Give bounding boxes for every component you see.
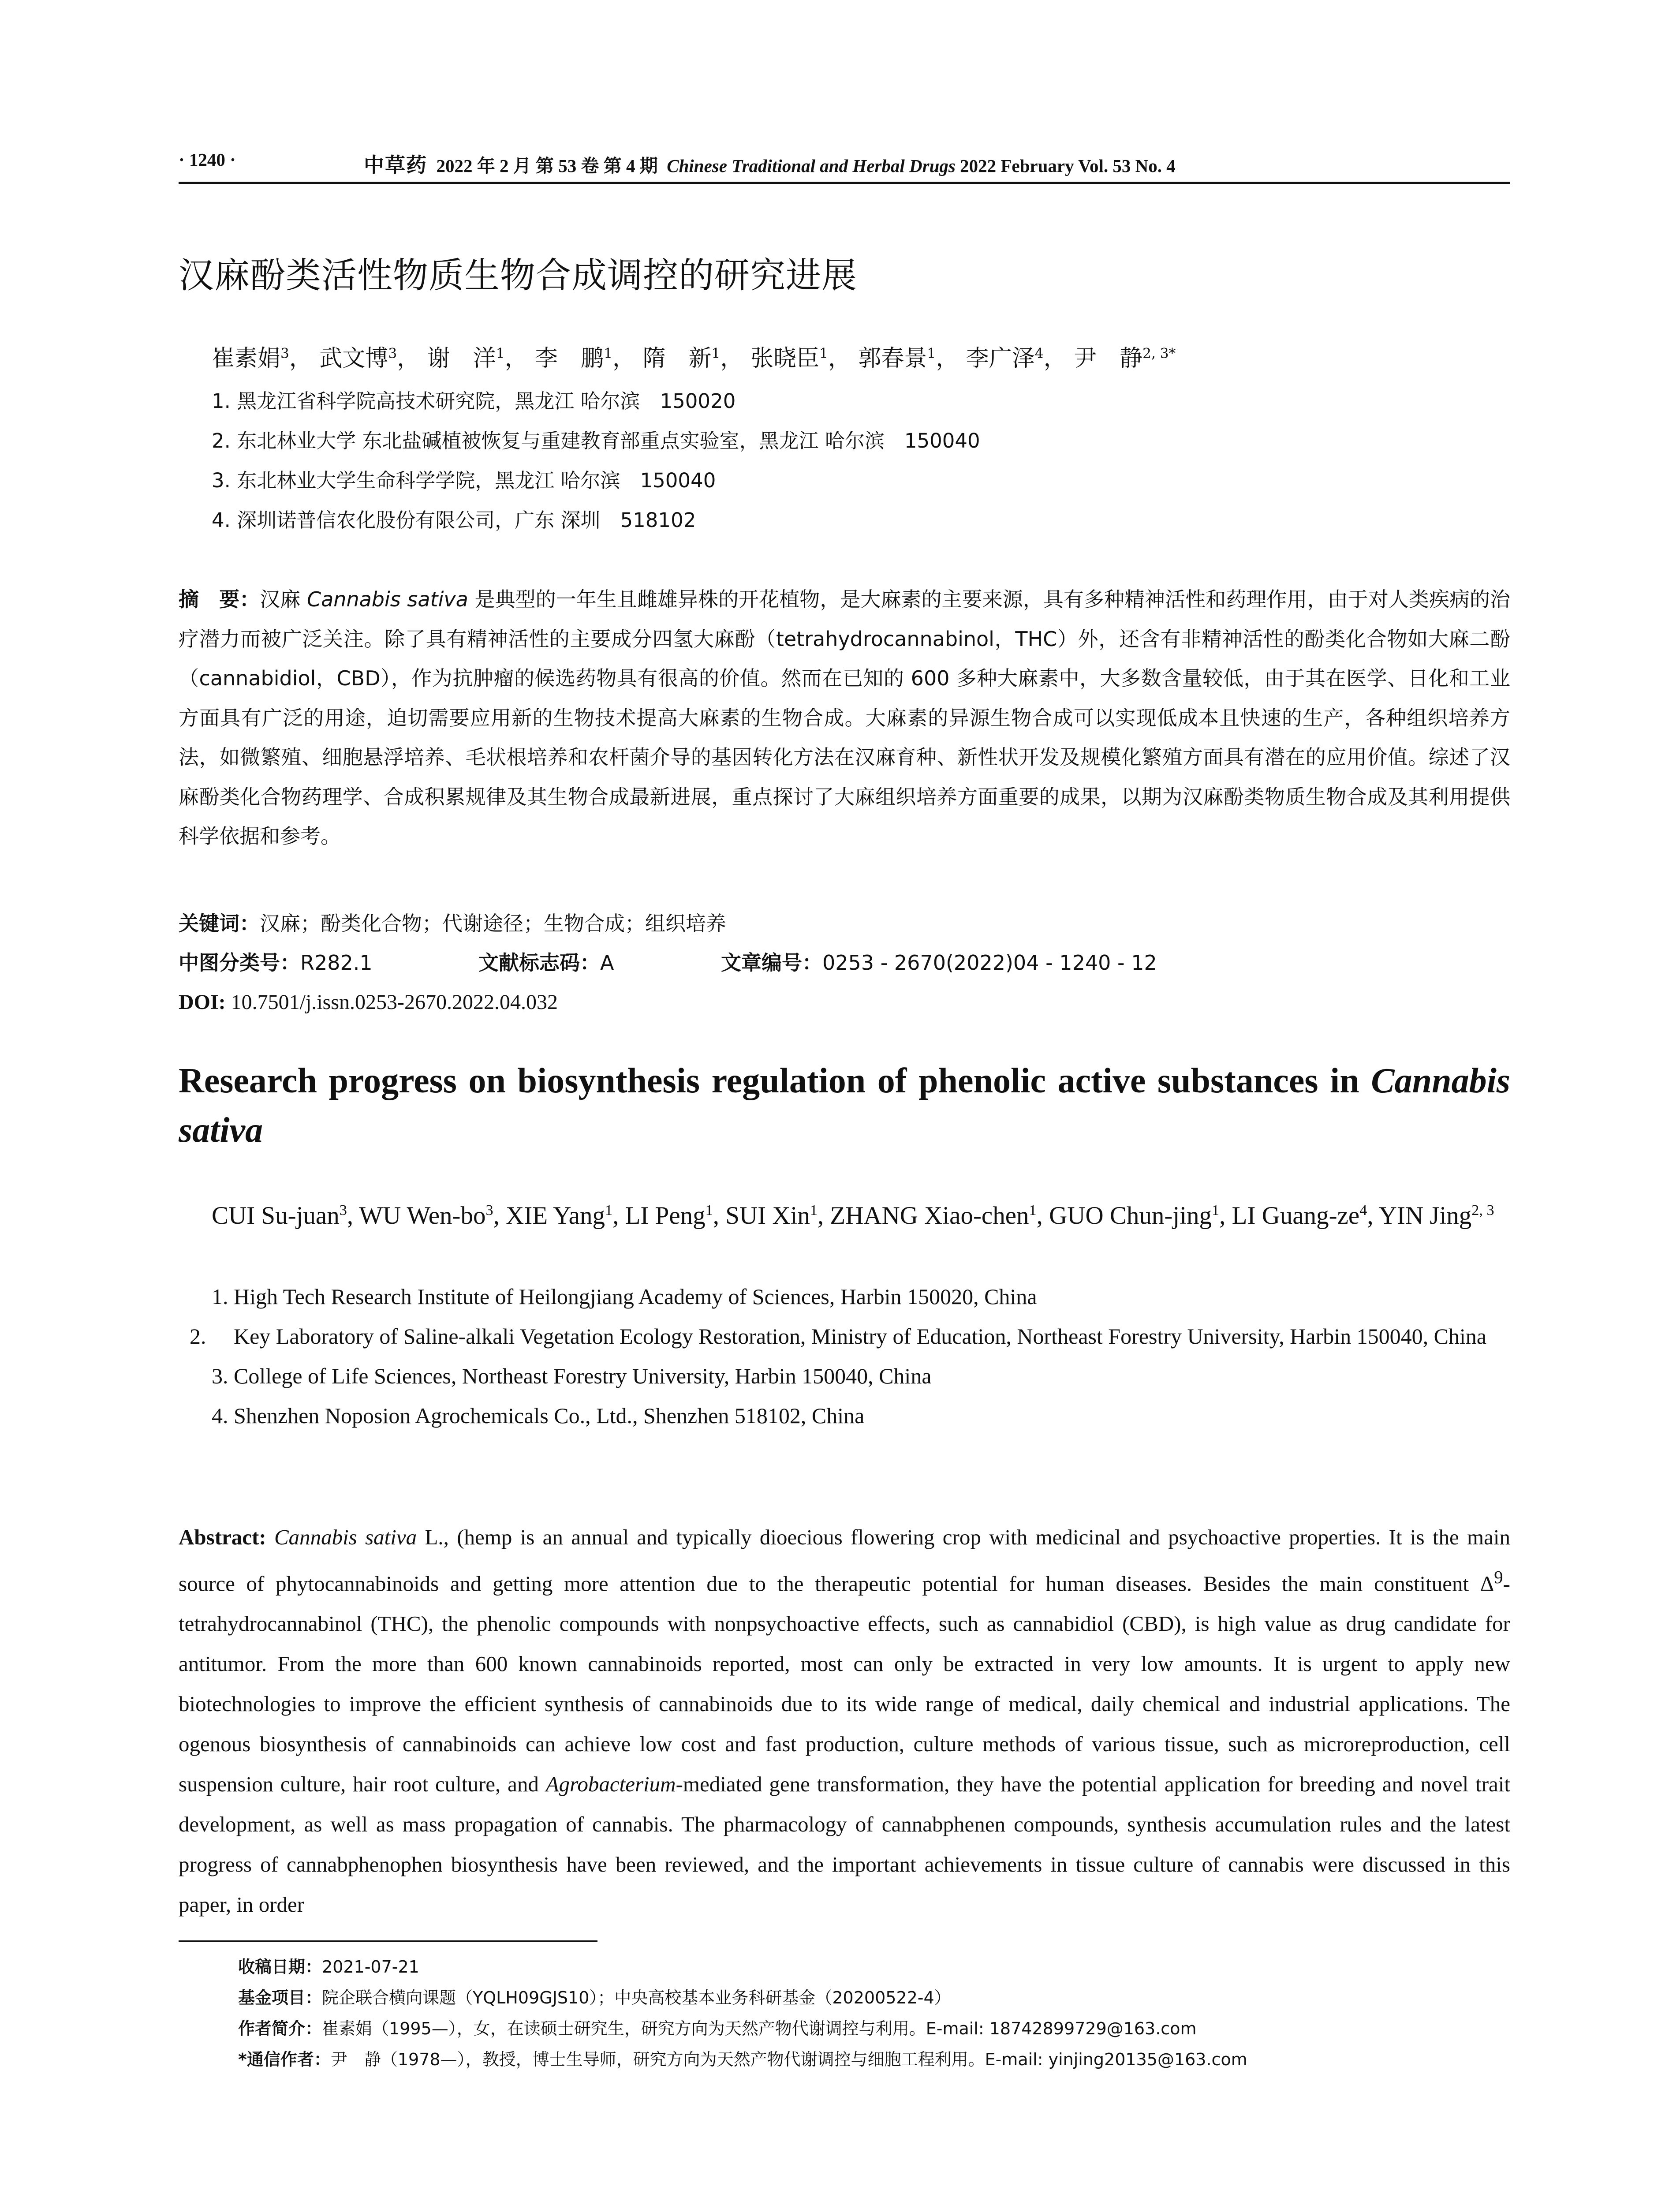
cn-author: 谢 洋$^1$	[427, 345, 505, 372]
en-affiliation: 4. Shenzhen Noposion Agrochemicals Co., Ltd., Shenzhen 518102, China	[212, 1403, 865, 1428]
article-number-field: 文章编号：0253 - 2670(2022)04 - 1240 - 12	[721, 951, 1157, 975]
cn-author: 崔素娟$^3$	[212, 345, 289, 372]
footnotes	[238, 1951, 1517, 2075]
en-title-main: Research progress on biosynthesis regulation of phenolic active substances in	[179, 1061, 1371, 1100]
en-author: XIE Yang$^1$	[506, 1202, 613, 1230]
en-abstract-part2: -tetrahydrocannabinol (THC), the phenolic compounds with nonpsychoactive effects, such as cannabidiol (CBD), is high value as drug candidate for antitumor. From the more than 600 known cannabinoids reported, most can only be extracted in very low amounts. It is urgent to apply new biotechnologies to improve the efficient synthesis of cannabinoids due to its wide range of medical, daily chemical and industrial applications. The ogenous biosynthesis of cannabinoids can achieve low cost and fast production, culture methods of various tissue, such as microreproduction, cell suspension culture, hair root culture, and	[179, 1571, 1510, 1797]
footnote-divider	[179, 1940, 597, 1942]
en-author: LI Guang-$ze^4$	[1232, 1202, 1367, 1230]
page-number: · 1240 ·	[179, 149, 236, 170]
cn-abstract-pre: 汉麻	[260, 587, 307, 611]
cn-affiliation-list	[212, 381, 980, 540]
cn-author: 尹 静$^{2, 3*}$	[1074, 345, 1176, 372]
en-author: ZHANG Xiao-chen$^1$	[830, 1202, 1037, 1230]
en-affiliation: 2. Key Laboratory of Saline-alkali Vegetation Ecology Restoration, Ministry of Education, Northeast Forestry University, Harbin 150040, China	[190, 1324, 1487, 1349]
en-abstract-sup: 9	[1494, 1567, 1503, 1587]
cn-affiliation: 3. 东北林业大学生命科学学院，黑龙江 哈尔滨 150040	[212, 469, 716, 492]
en-abstract-label: Abstract:	[179, 1525, 266, 1549]
en-affiliation: 1. High Tech Research Institute of Heilongjiang Academy of Sciences, Harbin 150020, China	[212, 1284, 1037, 1309]
doc-code-field: 文献标志码：A	[478, 951, 614, 975]
journal-cn-issue: 2022 年 2 月 第 53 卷 第 4 期	[436, 156, 658, 176]
en-title	[179, 1056, 1510, 1155]
cn-author: 李 鹏$^1$	[535, 345, 613, 372]
cn-abstract-label: 摘 要：	[179, 587, 260, 611]
cn-classification	[179, 943, 1510, 983]
running-header	[179, 144, 1510, 184]
cn-keywords-text: 汉麻；酚类化合物；代谢途径；生物合成；组织培养	[260, 912, 726, 935]
cn-author: 张晓臣$^1$	[750, 345, 828, 372]
cn-author: 李广泽$^4$	[966, 345, 1044, 372]
en-abstract-agrobacterium: Agrobacterium	[545, 1772, 676, 1797]
cn-title: 汉麻酚类活性物质生物合成调控的研究进展	[179, 255, 857, 296]
footnote-fund: 基金项目：院企联合横向课题（YQLH09GJS10）；中央高校基本业务科研基金（20200522-4）	[238, 1988, 951, 2007]
en-author: SUI Xin$^1$	[725, 1202, 818, 1230]
footnote-corresponding: *通信作者：尹 静（1978—），教授，博士生导师，研究方向为天然产物代谢调控与细胞工程利用。E-mail: yinjing20135@163.com	[238, 2050, 1247, 2069]
cn-abstract	[179, 580, 1510, 856]
en-abstract-part1: L., (hemp is an annual and typically dioecious flowering crop with medicinal and psychoactive properties. It is the main source of phytocannabinoids and getting more attention due to the therapeutic potential for human diseases. Besides the main constituent Δ	[179, 1525, 1510, 1596]
en-affiliation: 3. College of Life Sciences, Northeast Forestry University, Harbin 150040, China	[212, 1364, 932, 1388]
en-author-list: CUI Su-juan$^3$, WU Wen-$bo^3$, XIE Yang$^1$, LI Peng$^1$, SUI Xin$^1$, ZHANG Xiao-chen$^1$, GUO Chun-jing$^1$, LI Guang-$ze^4$, YIN Jing$^{2, 3}$	[212, 1202, 1494, 1230]
en-author: CUI Su-juan$^3$	[212, 1202, 347, 1230]
doi-value: 10.7501/j.issn.0253-2670.2022.04.032	[225, 990, 558, 1014]
cn-author: 隋 新$^1$	[642, 345, 721, 372]
en-author: LI Peng$^1$	[625, 1202, 713, 1230]
cn-abstract-body: 是典型的一年生且雌雄异株的开花植物，是大麻素的主要来源，具有多种精神活性和药理作用，由于对人类疾病的治疗潜力而被广泛关注。除了具有精神活性的主要成分四氢大麻酚（tetrahydrocannabinol，THC）外，还含有非精神活性的酚类化合物如大麻二酚（cannabidiol，CBD），作为抗肿瘤的候选药物具有很高的价值。然而在已知的 600 多种大麻素中，大多数含量较低，由于其在医学、日化和工业方面具有广泛的用途，迫切需要应用新的生物技术提高大麻素的生物合成。大麻素的异源生物合成可以实现低成本且快速的生产，各种组织培养方法，如微繁殖、细胞悬浮培养、毛状根培养和农杆菌介导的基因转化方法在汉麻育种、新性状开发及规模化繁殖方面具有潜在的应用价值。综述了汉麻酚类化合物药理学、合成积累规律及其生物合成最新进展，重点探讨了大麻组织培养方面重要的成果，以期为汉麻酚类物质生物合成及其利用提供科学依据和参考。	[179, 587, 1510, 848]
journal-en-issue: 2022 February Vol. 53 No. 4	[960, 156, 1176, 176]
cn-abstract-sci-name: Cannabis sativa	[306, 587, 468, 611]
cn-affiliation: 1. 黑龙江省科学院高技术研究院，黑龙江 哈尔滨 150020	[212, 389, 736, 413]
journal-line	[364, 149, 1176, 178]
en-title-sci-name: Cannabis sativa	[179, 1061, 1510, 1150]
cn-meta	[179, 904, 1510, 1022]
en-abstract	[179, 1517, 1510, 1925]
cn-author: 郭春景$^1$	[858, 345, 936, 372]
journal-en-name: Chinese Traditional and Herbal Drugs	[667, 156, 956, 176]
cn-keywords	[179, 904, 1510, 943]
en-author: YIN Jing$^{2, 3}$	[1378, 1202, 1494, 1230]
en-affiliation-list	[190, 1277, 1510, 1435]
cn-author: 武文博$^3$	[319, 345, 397, 372]
footnote-author-bio: 作者简介：崔素娟（1995—），女，在读硕士研究生，研究方向为天然产物代谢调控与利用。E-mail: 18742899729@163.com	[238, 2019, 1197, 2038]
doi-row	[179, 983, 1510, 1022]
journal-cn-brand: 中草药	[364, 153, 427, 177]
footnote-received: 收稿日期：2021-07-21	[238, 1957, 419, 1977]
cn-keywords-label: 关键词：	[179, 912, 260, 935]
en-abstract-part3: -mediated gene transformation, they have the potential application for breeding and novel trait development, as well as mass propagation of cannabis. The pharmacology of cannabphenen compounds, synthesis accumulation rules and the latest progress of cannabphenophen biosynthesis have been reviewed, and the important achievements in tissue culture of cannabis were discussed in this paper, in order	[179, 1772, 1510, 1917]
cn-affiliation: 4. 深圳诺普信农化股份有限公司，广东 深圳 518102	[212, 508, 696, 532]
cn-affiliation: 2. 东北林业大学 东北盐碱植被恢复与重建教育部重点实验室，黑龙江 哈尔滨 150040	[212, 429, 980, 452]
en-author: WU Wen-$bo^3$	[359, 1202, 493, 1230]
clc-field: 中图分类号：R282.1	[179, 951, 373, 975]
doi-label: DOI:	[179, 990, 226, 1014]
en-abstract-sci-name: Cannabis sativa	[274, 1525, 417, 1549]
cn-author-list: 崔素娟$^3$， 武文博$^3$， 谢 洋$^1$， 李 鹏$^1$， 隋 新$^1$， 张晓臣$^1$， 郭春景$^1$， 李广泽$^4$， 尹 静$^{2, 3*}$	[212, 345, 1176, 372]
en-author: GUO Chun-jing$^1$	[1049, 1202, 1220, 1230]
